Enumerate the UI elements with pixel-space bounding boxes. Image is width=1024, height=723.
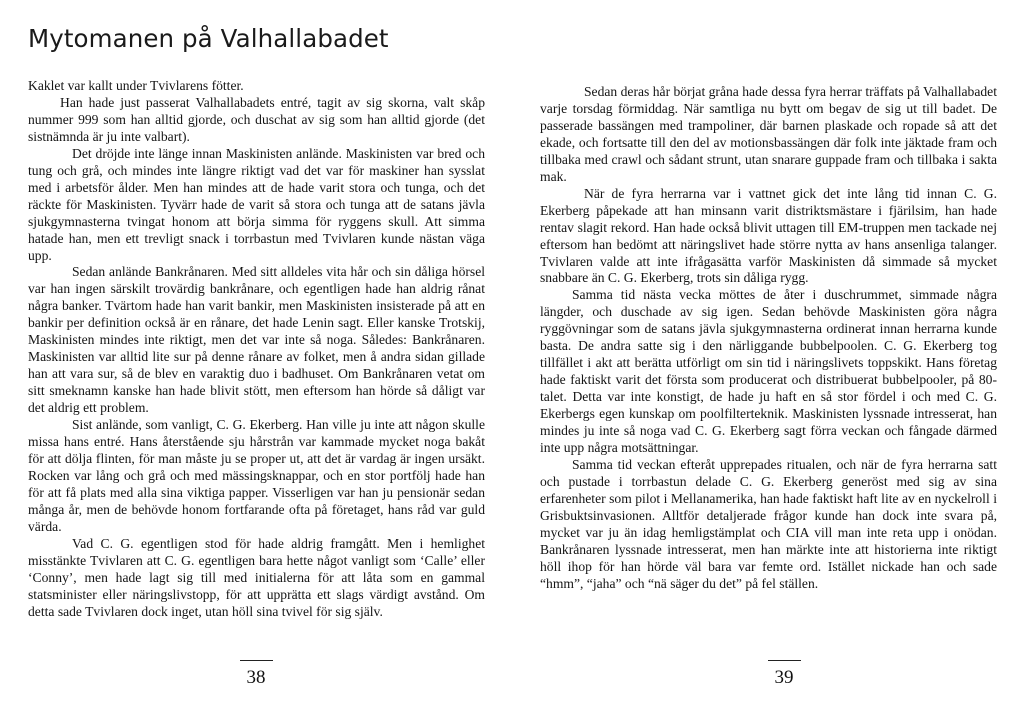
page-number: 39 [774, 667, 794, 688]
paragraph: Han hade just passerat Valhallabadets entré, tagit av sig skorna, valt skåp nummer 999 som han alltid gjorde, och duschat av sig som han alltid gjorde (det sistnämnda är ju inte valbart). [28, 94, 485, 144]
right-page-footer [754, 660, 814, 689]
paragraph: Samma tid veckan efteråt upprepades ritualen, och när de fyra herrarna satt och pustade i torrbastun delade C. G. Ekerberg generöst med sig av sina erfarenheter som pilot i Mellanamerika, han hade faktiskt haft lite av en nyckelroll i Grisbuktsinvasionen. Alltför detaljerade frågor kunde han dock inte svara på, mycket var ju än idag hemligstämplat och CIA vill man inte reta upp i onödan. Bankrånaren lyssnade intresserat, men han märkte inte att historierna inte riktigt höll ihop för han hörde väl bara var femte ord. Istället nickade han och sade “hmm”, “jaha” och “nä säger du det” på fel ställen. [540, 456, 997, 591]
paragraph: Det dröjde inte länge innan Maskinisten anlände. Maskinisten var bred och tung och grå, och mindes inte längre riktigt vad det var för maskiner han sysslat med i arbetsför ålder. Men han mindes att de hade varit stora och tunga, och det räckte för Maskinisten. Tyvärr hade de varit så stora och tunga att de satans jävla sjukgymnasterna tvingat honom att börja simma för ryggens skull. Att simma hatade han, men ett trevligt snack i torrbastun med Tvivlaren kunde nästan väga upp. [28, 145, 485, 263]
paragraph: Kaklet var kallt under Tvivlarens fötter. [28, 78, 244, 93]
left-page-footer [226, 660, 286, 689]
right-page-body [540, 84, 997, 593]
left-page-body [28, 78, 485, 621]
paragraph: Sedan deras hår börjat gråna hade dessa fyra herrar träffats på Valhallabadet varje torsdag förmiddag. När samtliga nu bytt om begav de sig ut till badet. De passerade bassängen med trampoliner, där barnen plaskade och ropade så att det ekade, och fortsatte till den del av motionsbassängen där folk inte jäktade fram och tillbaka med crawl och sådant strunt, utan snarare guppade fram och tillbaka i sakta mak. [540, 84, 997, 184]
paragraph: Sedan anlände Bankrånaren. Med sitt alldeles vita hår och sin dåliga hörsel var han ingen särskilt trovärdig bankrånare, och egentligen hade han aldrig rånat några banker. Tvärtom hade han varit bankir, men Maskinisten insisterade på att en bankir per definition också är en rånare, det hade Lenin sagt. Eller kanske Trotskij, Maskinisten mindes inte riktigt, men det var inte så noga. Således: Bankrånaren. Maskinisten var alltid lite sur på denne rånare av folket, men å andra sidan gillade han att vara sur, så de blev en varaktig duo i badhuset. Om Bankrånaren vetat om sitt smeknamn kanske han hade blivit stött, men eftersom han hörde så dåligt var det aldrig ett problem. [28, 264, 485, 416]
chapter-title: Mytomanen på Valhallabadet [28, 24, 389, 53]
paragraph: Sist anlände, som vanligt, C. G. Ekerberg. Han ville ju inte att någon skulle missa hans entré. Hans återstående sju hårstrån var kammade mycket noga bakåt för att dölja flinten, för man måste ju se proper ut, att det är vardag är ingen ursäkt. Rocken var lång och grå och med mässingsknappar, och en stor portfölj hade han för att få plats med alla sina viktiga papper. Visserligen var han ju pensionär sedan många år, men de behövde honom fortfarande ofta på företaget, hans råd var guld värda. [28, 417, 485, 534]
page-number: 38 [246, 667, 266, 688]
paragraph: Samma tid nästa vecka möttes de åter i duschrummet, simmade några längder, och duschade av sig igen. Sedan behövde Maskinisten göra några ryggövningar som de satans jävla sjukgymnasterna ordinerat innan herrarna kunde basta. De andra satte sig i den närliggande bubbelpoolen. C. G. Ekerberg tog tillfället i akt att berätta utförligt om sin tid i näringslivets toppskikt. Hans företag hade faktiskt varit det första som producerat och distribuerat bubbelpooler, på 80-talet. Detta var inte konstigt, de hade ju haft en så stor fördel i och med C. G. Ekerbergs egen kunskap om poolfilterteknik. Maskinisten lyssnade intresserat, han mindes ju inte så noga vad C. G. Ekerberg sagt förra veckan och fångade därmed inte upp några motsättningar. [540, 287, 997, 456]
paragraph: Vad C. G. egentligen stod för hade aldrig framgått. Men i hemlighet misstänkte Tvivlaren att C. G. egentligen bara hette något vanligt som ‘Calle’ eller ‘Conny’, men hade lagt sig till med initialerna för att låta som en gammal statsminister eller näringslivstopp, för att upprätta ett slags värdigt avstånd. Om detta sade Tvivlaren dock inget, utan höll sina tvivel för sig själv. [28, 535, 485, 619]
footer-rule [240, 660, 273, 661]
paragraph: När de fyra herrarna var i vattnet gick det inte lång tid innan C. G. Ekerberg påpekade att han minsann varit distriktsmästare i fjärilsim, han hade rentav slagit rekord. Han hade också blivit uttagen till EM-truppen men tackade nej eftersom han bedömt att näringslivet hade större nytta av hans ansenliga talanger. Tvivlaren valde att inte ifrågasätta varför Maskinisten då simmade så mycket snabbare än C. G. Ekerberg, trots sin dåliga rygg. [540, 185, 997, 286]
footer-rule [768, 660, 801, 661]
